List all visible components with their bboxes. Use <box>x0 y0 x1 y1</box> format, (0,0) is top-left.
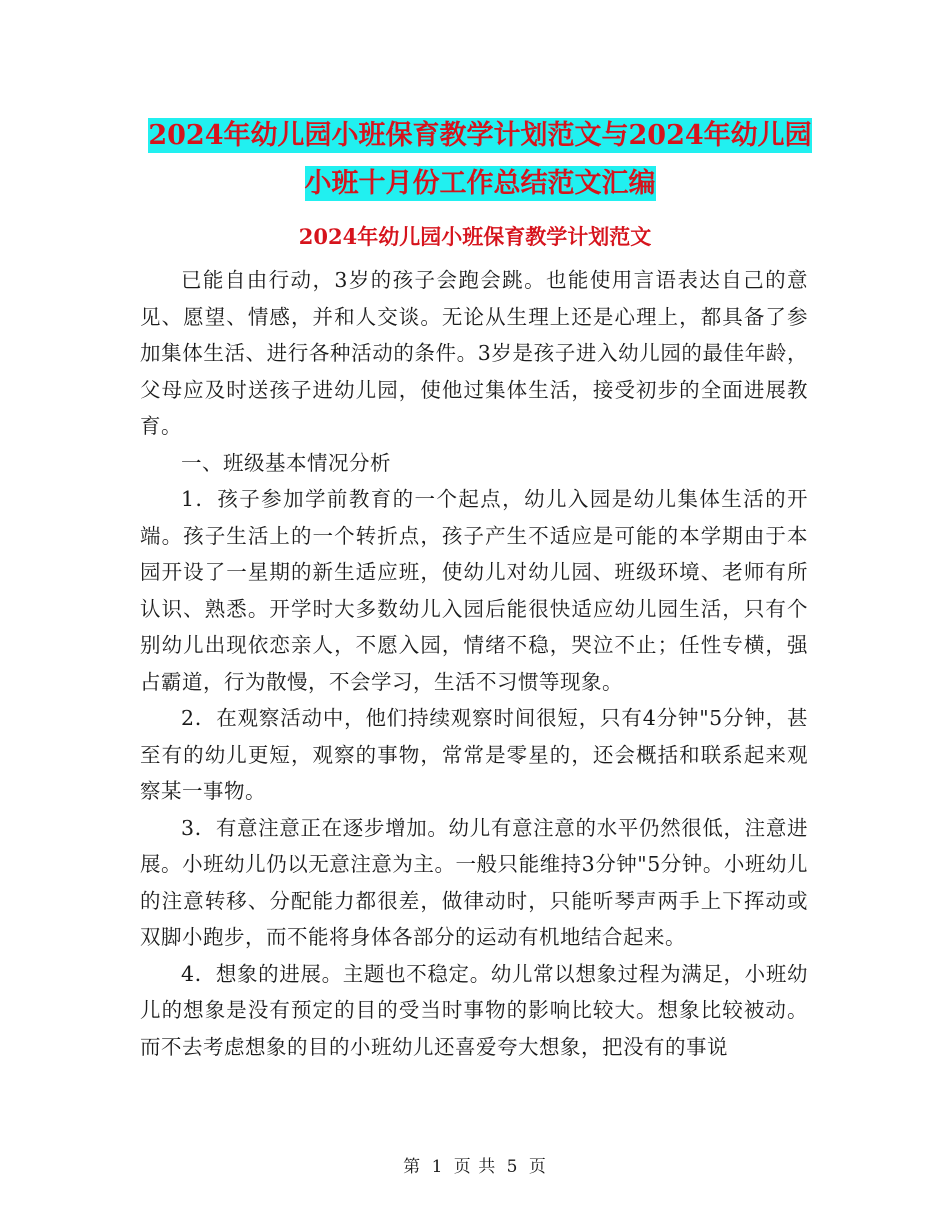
footer-mid: 页 共 <box>453 1157 497 1177</box>
document-title <box>140 112 820 208</box>
footer-suffix: 页 <box>528 1157 547 1177</box>
paragraph-item-1: 1．孩子参加学前教育的一个起点，幼儿入园是幼儿集体生活的开端。孩子生活上的一个转折点，孩子产生不适应是可能的本学期由于本园开设了一星期的新生适应班，使幼儿对幼儿园、班级环境、老师有所认识、熟悉。开学时大多数幼儿入园后能很快适应幼儿园生活，只有个别幼儿出现依恋亲人，不愿入园，情绪不稳，哭泣不止；任性专横，强占霸道，行为散慢，不会学习，生活不习惯等现象。 <box>140 487 808 694</box>
paragraph-item-3: 3．有意注意正在逐步增加。幼儿有意注意的水平仍然很低，注意进展。小班幼儿仍以无意注意为主。一般只能维持3分钟"5分钟。小班幼儿的注意转移、分配能力都很差，做律动时，只能听琴声两手上下挥动或双脚小跑步，而不能将身体各部分的运动有机地结合起来。 <box>140 815 808 949</box>
footer-total-pages: 5 <box>506 1157 519 1177</box>
page-footer <box>0 1152 950 1177</box>
section-title: 2024年幼儿园小班保育教学计划范文 <box>298 224 652 249</box>
footer-prefix: 第 <box>403 1157 422 1177</box>
footer-page-number: 1 <box>431 1157 444 1177</box>
paragraph-item-2: 2．在观察活动中，他们持续观察时间很短，只有4分钟"5分钟，甚至有的幼儿更短，观察的事物，常常是零星的，还会概括和联系起来观察某一事物。 <box>140 706 808 803</box>
heading-class-analysis: 一、班级基本情况分析 <box>181 450 391 475</box>
document-body <box>140 262 808 1065</box>
document-title-line1: 2024年幼儿园小班保育教学计划范文与2024年幼儿园 <box>148 120 812 151</box>
paragraph-item-4: 4．想象的进展。主题也不稳定。幼儿常以想象过程为满足，小班幼儿的想象是没有预定的目的受当时事物的影响比较大。想象比较被动。而不去考虑想象的目的小班幼儿还喜爱夸大想象，把没有的事说 <box>140 961 808 1059</box>
paragraph-intro: 已能自由行动，3岁的孩子会跑会跳。也能使用言语表达自己的意见、愿望、情感，并和人交谈。无论从生理上还是心理上，都具备了参加集体生活、进行各种活动的条件。3岁是孩子进入幼儿园的最佳年龄，父母应及时送孩子进幼儿园，使他过集体生活，接受初步的全面进展教育。 <box>140 268 808 438</box>
document-title-line2: 小班十月份工作总结范文汇编 <box>304 168 656 199</box>
